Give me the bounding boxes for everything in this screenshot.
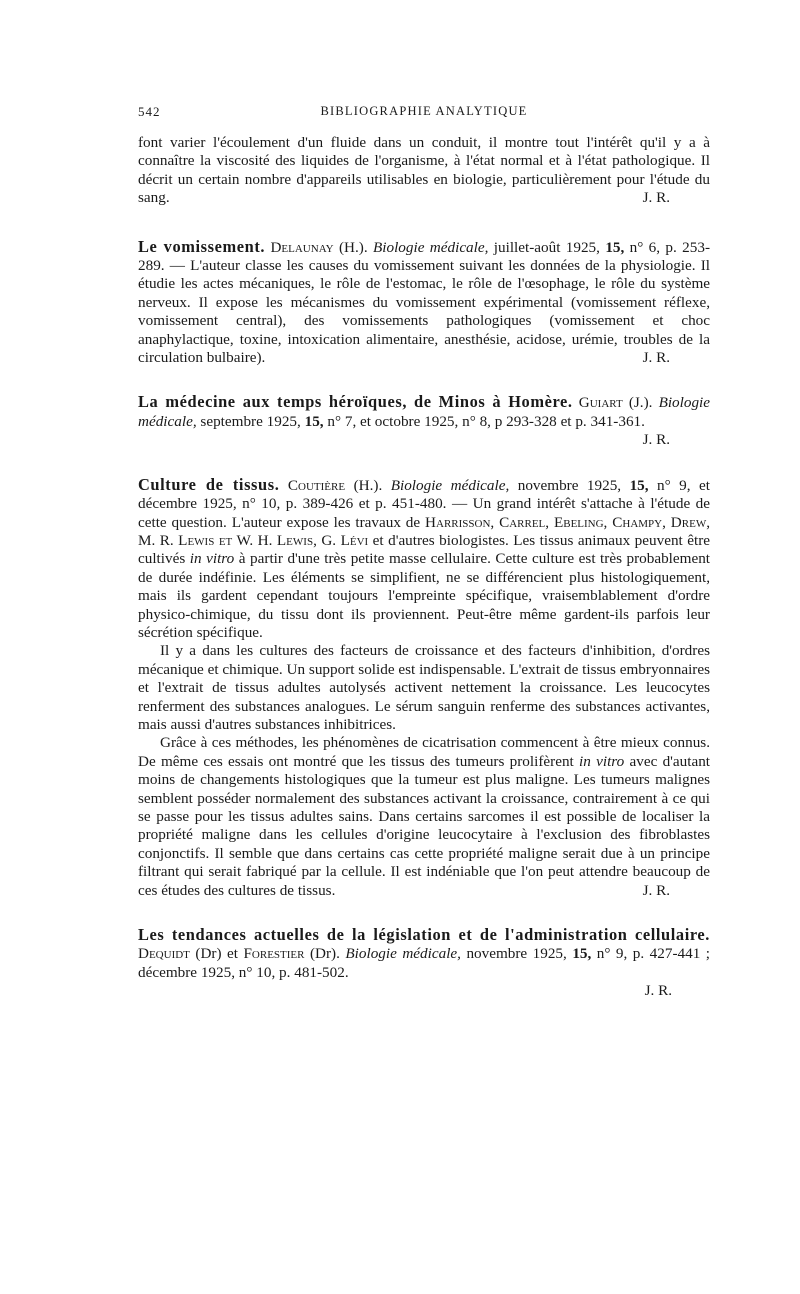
entry-journal: Biologie médicale, bbox=[345, 945, 461, 963]
entry-author-initial: (Dr) bbox=[195, 945, 222, 963]
entry-body: n° 9, p. 427-441 ; décembre 1925, n° 10, p. 481-502. bbox=[138, 945, 711, 981]
bibliography-entry bbox=[138, 392, 711, 449]
entry-body: Grâce à ces méthodes, les phénomènes de cicatrisation commencent à être mieux connus. De même ces essais ont montré que les tissus des tumeurs prolifèrent bbox=[138, 734, 710, 770]
signature: J. R. bbox=[642, 349, 670, 367]
entry-volume: 15, bbox=[605, 238, 625, 256]
signature: J. R. bbox=[644, 982, 672, 1000]
entry-author-initial: (Dr). bbox=[309, 945, 340, 963]
entry-author-initial: (J.). bbox=[628, 394, 653, 412]
entry-body: n° 9, et décembre 1925, n° 10, p. 389-426 et p. 451-480. — Un grand intérêt s'attache à l'étude de cette question. L'auteur expose les travaux de bbox=[138, 476, 710, 531]
running-header bbox=[138, 104, 710, 124]
entry-volume: 15, bbox=[572, 945, 592, 963]
entry-body: et d'autres biologistes. Les tissus animaux peuvent être cultivés bbox=[138, 531, 710, 568]
entry-paragraph bbox=[138, 734, 710, 900]
entry-body: n° 6, p. 253-289. — L'auteur classe les causes du vomissement suivant les données de la physiologie. Il étudie les actes mécaniques, le rôle de l'estomac, le rôle de l'œsophage, le rôle du système nerveux. Il expose les mécanismes du vomissement expérimental (vomissement réflexe, vomissement central), des vomissements pathologiques (vomissement et choc anaphylactique, toxine, intoxication alimentaire, anesthésie, acidose, urémie, troubles de la circulation bulbaire). bbox=[138, 238, 711, 367]
entry-title: Les tendances actuelles de la législation et de l'administration cellulaire. bbox=[138, 925, 710, 945]
entry-body: à partir d'une très petite masse cellulaire. Cette culture est très probablement de durée indéfinie. Les éléments se simplifient, ne se différencient plus histologiquement, mais ils gardent cependant toujours l'empreinte spécifique, vraisemblablement d'ordre physico-chimique, du tissu dont ils proviennent. Peut-être même gardent-ils parfois leur sécrétion spécifique. bbox=[138, 550, 711, 641]
entry-author: Dequidt bbox=[138, 945, 190, 963]
entry-author: Guiart bbox=[578, 394, 623, 412]
entry-body: n° 7, et octobre 1925, n° 8, p 293-328 et p. 341-361. bbox=[327, 412, 645, 430]
entry-date: novembre 1925, bbox=[517, 476, 622, 494]
in-vitro-term: in vitro bbox=[189, 550, 235, 568]
entry-journal: Biologie médicale, bbox=[390, 476, 510, 494]
entry-author-initial: (H.). bbox=[338, 238, 368, 256]
entry-title: Culture de tissus. bbox=[138, 474, 280, 494]
entry-date: novembre 1925, bbox=[466, 945, 567, 963]
entry-paragraph: Il y a dans les cultures des facteurs de croissance et des facteurs d'inhibition, d'ordres mécanique et chimique. Un support solide est indispensable. L'extrait de tissus embryonnaires et l'extrait de tissus adultes autolysés activent nettement la croissance. Les leucocytes renferment des substances analogues. Le sérum sanguin renferme des substances activantes, mais aussi d'autres substances inhibitrices. bbox=[138, 642, 710, 733]
intro-paragraph bbox=[138, 134, 710, 208]
entry-title: Le vomissement. bbox=[138, 236, 266, 256]
entry-date: juillet-août 1925, bbox=[493, 238, 600, 256]
entry-volume: 15, bbox=[304, 412, 324, 430]
entry-body: avec d'autant moins de changements histologiques que la tumeur est plus maligne. Les tumeurs malignes semblent posséder normalement des substances activant la croissance, contrairement à ce qui se passe pour les tissus adultes sains. Dans certains sarcomes il est possible de localiser la propriété maligne dans les cellules d'origine leucocytaire à l'exclusion des fibroblastes conjonctifs. Il semble que dans certains cas cette propriété maligne serait due à un principe filtrant qui serait fabriqué par la cellule. Il est indéniable que l'on peut attendre beaucoup de ces études des cultures de tissus. bbox=[138, 752, 711, 899]
running-title: BIBLIOGRAPHIE ANALYTIQUE bbox=[320, 104, 528, 118]
entry-journal: Biologie médicale, bbox=[138, 394, 711, 430]
entry-author-initial: (H.). bbox=[353, 476, 383, 494]
entry-author: Coutière bbox=[287, 476, 346, 494]
signature: J. R. bbox=[642, 881, 670, 899]
entry-authors-list: Harrisson, Carrel, Ebeling, Champy, Drew, M. R. Lewis et W. H. Lewis, G. Lévi bbox=[138, 513, 710, 549]
bibliography-entry bbox=[138, 476, 710, 643]
entry-author: Forestier bbox=[243, 945, 305, 963]
entry-volume: 15, bbox=[629, 476, 649, 494]
entry-author: Delaunay bbox=[270, 238, 334, 256]
page-number: 542 bbox=[138, 104, 161, 119]
bibliography-entry bbox=[138, 238, 710, 368]
entry-date: septembre 1925, bbox=[200, 412, 301, 430]
entry-title: La médecine aux temps héroïques, de Minos à Homère. bbox=[138, 392, 573, 412]
bibliography-entry bbox=[138, 926, 710, 982]
signature: J. R. bbox=[642, 189, 670, 207]
entry-journal: Biologie médicale, bbox=[372, 238, 489, 256]
signature: J. R. bbox=[642, 431, 670, 449]
page-body bbox=[138, 134, 710, 1001]
in-vitro-term: in vitro bbox=[579, 752, 625, 770]
entry-conjunction: et bbox=[227, 945, 238, 963]
intro-text: font varier l'écoulement d'un fluide dans un conduit, il montre tout l'intérêt qu'il y a à connaître la viscosité des liquides de l'organisme, à l'état normal et à l'état pathologique. Il décrit un certain nombre d'appareils utilisables en biologie, particulièrement pour l'étude du sang. bbox=[138, 134, 710, 207]
